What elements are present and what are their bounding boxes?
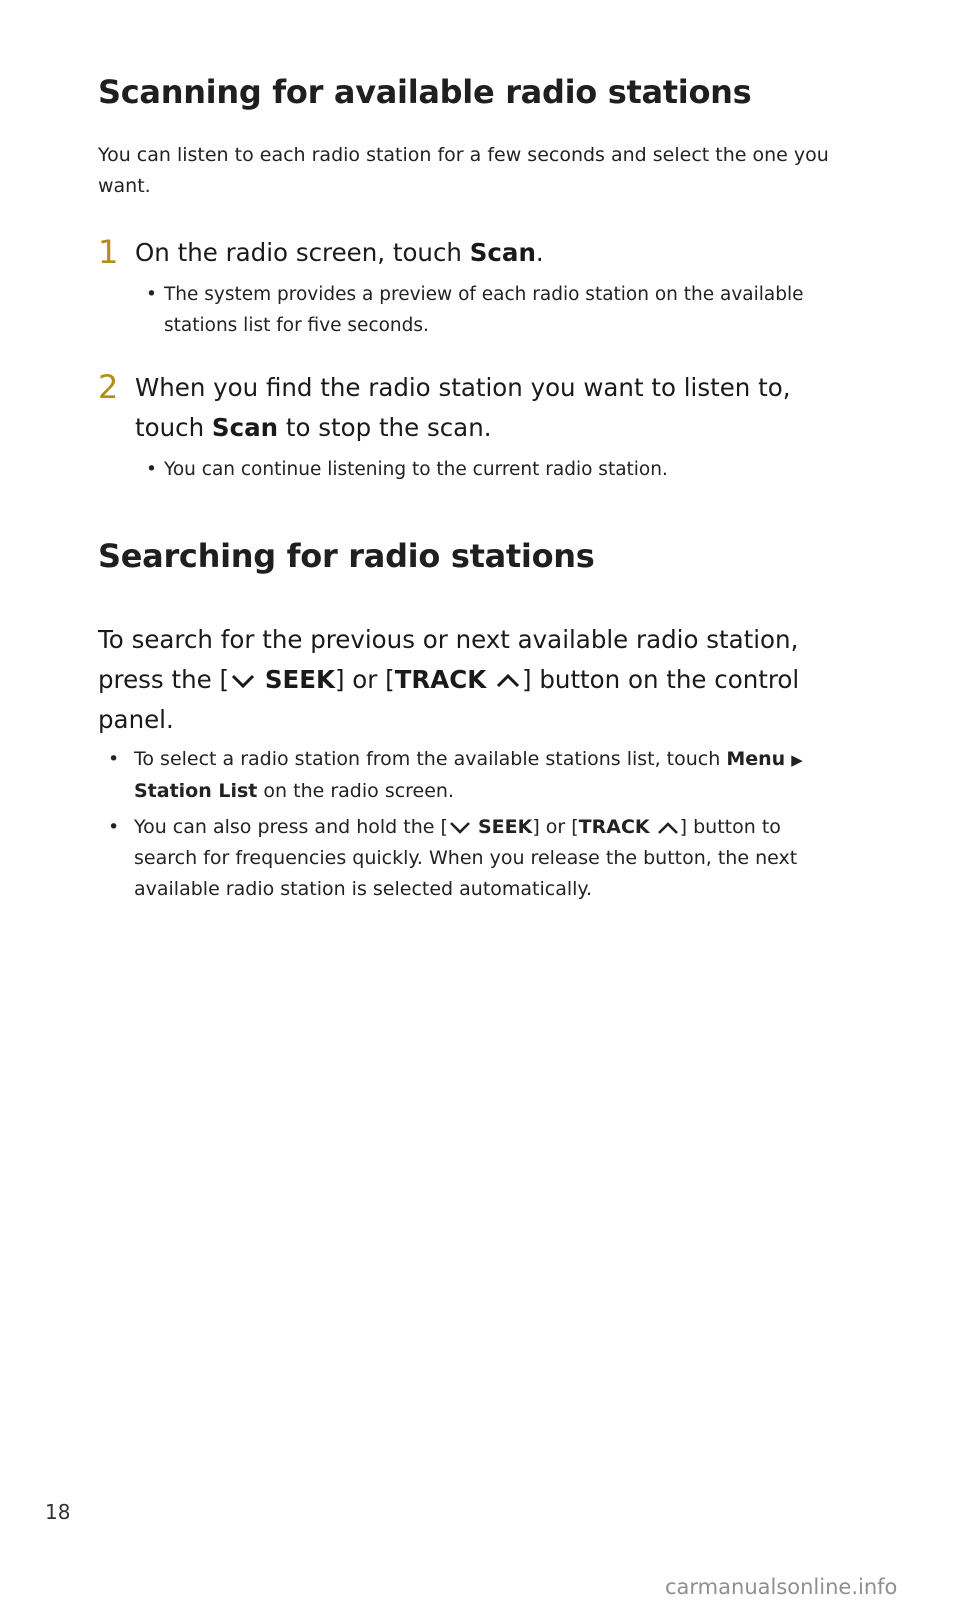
track-label: TRACK — [394, 665, 487, 694]
page-number: 18 — [45, 1500, 71, 1524]
chevron-down-icon — [448, 820, 472, 836]
chevron-up-icon — [656, 820, 680, 836]
step-text-part: . — [535, 238, 544, 267]
para-text-part: ] or [ — [334, 665, 395, 694]
search-paragraph — [98, 620, 843, 740]
step-number: 1 — [98, 233, 119, 271]
step-number: 2 — [98, 368, 119, 406]
bullet-station-list — [98, 744, 844, 807]
seek-label: SEEK — [264, 665, 335, 694]
play-arrow-icon: ▶ — [791, 751, 803, 769]
para-text-part: ] button on the control panel. — [98, 665, 800, 734]
para-text-part: To search for the previous or next available radio station, press the [ — [98, 625, 799, 694]
station-list-label: Station List — [134, 780, 258, 802]
track-label: TRACK — [578, 816, 650, 838]
section-title-scanning: Scanning for available radio stations — [98, 73, 752, 111]
bullet-text-part: on the radio screen. — [257, 780, 455, 802]
chevron-up-icon — [494, 671, 522, 691]
bullet-press-hold — [98, 812, 844, 905]
section-title-searching: Searching for radio stations — [98, 537, 595, 575]
scan-label: Scan — [211, 413, 279, 442]
bullet-text-part: ] button to search for frequencies quickly. When you release the button, the next available radio station is selected automatically. — [134, 816, 798, 900]
step-1 — [98, 233, 848, 341]
menu-label: Menu — [726, 748, 786, 770]
chevron-down-icon — [229, 671, 257, 691]
step-text-part: to stop the scan. — [278, 413, 492, 442]
step-text — [135, 368, 848, 448]
step-note: • The system provides a preview of each radio station on the available stations list for five seconds. — [146, 279, 804, 341]
bullet-text-part: ] or [ — [532, 816, 579, 838]
scan-label: Scan — [469, 238, 536, 267]
seek-label: SEEK — [477, 816, 533, 838]
step-note: • You can continue listening to the current radio station. — [146, 454, 804, 485]
bullet-text-part: You can also press and hold the [ — [134, 816, 448, 838]
bullet-text-part: To select a radio station from the available stations list, touch — [134, 748, 727, 770]
search-bullets — [98, 744, 848, 910]
step-2 — [98, 368, 848, 485]
step-text-part: On the radio screen, touch — [135, 238, 470, 267]
watermark: carmanualsonline.info — [665, 1575, 898, 1599]
intro-text: You can listen to each radio station for a few seconds and select the one you want. — [98, 144, 829, 197]
step-text-part: When you find the radio station you want to listen to, touch — [135, 373, 791, 442]
step-text — [135, 233, 848, 273]
